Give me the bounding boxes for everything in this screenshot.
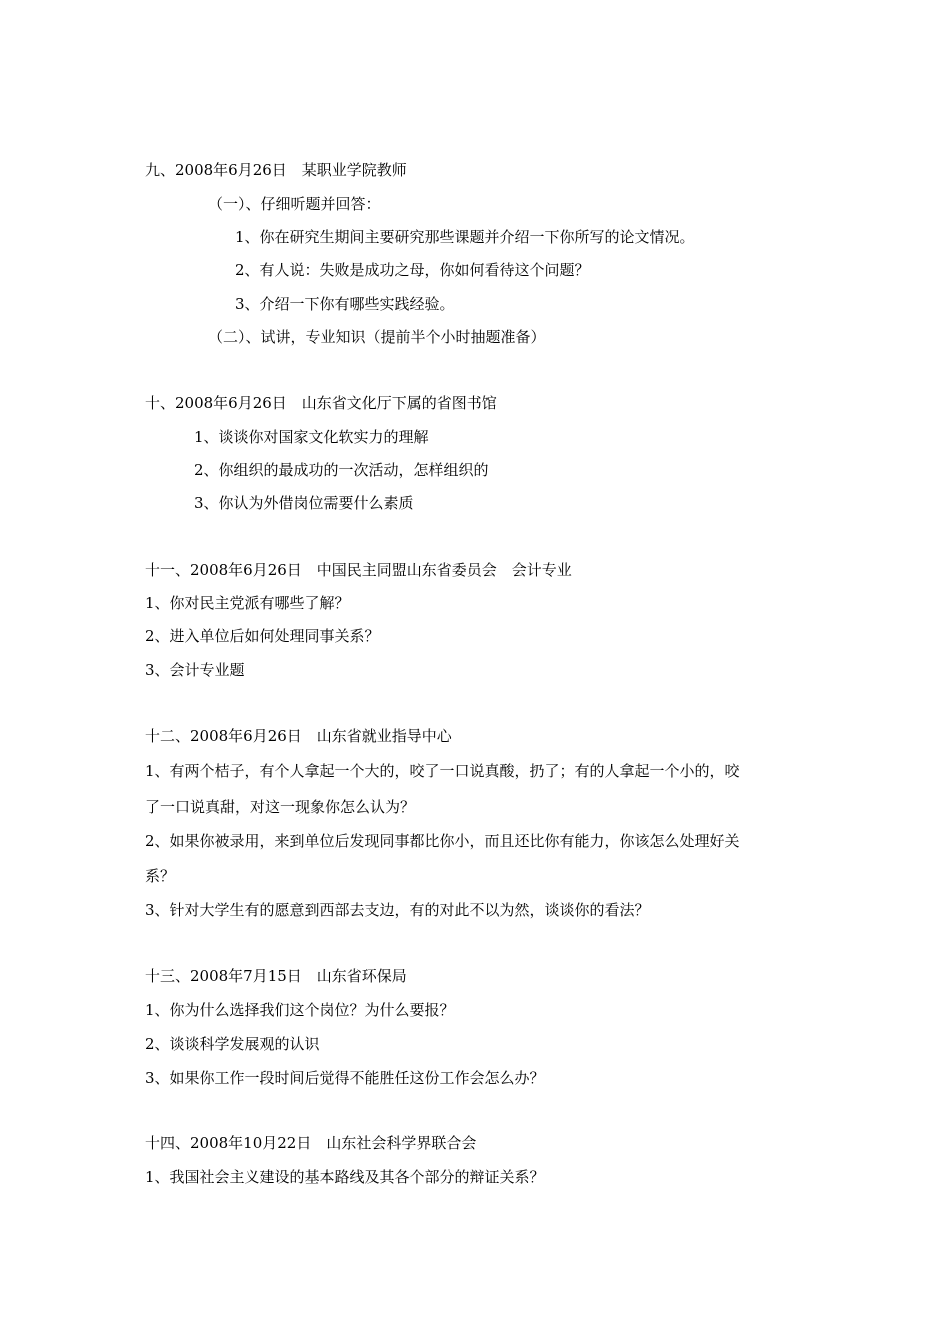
question-item: 1、谈谈你对国家文化软实力的理解 xyxy=(194,428,429,446)
question-item: 3、针对大学生有的愿意到西部去支边，有的对此不以为然，谈谈你的看法？ xyxy=(145,901,650,919)
question-item: 1、我国社会主义建设的基本路线及其各个部分的辩证关系？ xyxy=(145,1168,545,1186)
question-item: 3、介绍一下你有哪些实践经验。 xyxy=(235,295,455,313)
question-item: 1、你为什么选择我们这个岗位？为什么要报？ xyxy=(145,1001,455,1019)
question-item: 3、如果你工作一段时间后觉得不能胜任这份工作会怎么办？ xyxy=(145,1069,545,1087)
question-item: 2、谈谈科学发展观的认识 xyxy=(145,1035,320,1053)
section-heading: 九、2008年6月26日 某职业学院教师 xyxy=(145,161,407,179)
question-item-continued: 系？ xyxy=(145,867,176,885)
section-heading: 十四、2008年10月22日 山东社会科学界联合会 xyxy=(145,1134,477,1152)
question-item: 2、有人说：失败是成功之母，你如何看待这个问题？ xyxy=(235,261,590,279)
section-heading: 十、2008年6月26日 山东省文化厅下属的省图书馆 xyxy=(145,394,497,412)
question-item: 2、进入单位后如何处理同事关系？ xyxy=(145,627,380,645)
section-heading: 十一、2008年6月26日 中国民主同盟山东省委员会 会计专业 xyxy=(145,561,572,579)
subsection-heading: （二）、试讲，专业知识（提前半个小时抽题准备） xyxy=(208,328,546,346)
question-item: 1、你对民主党派有哪些了解？ xyxy=(145,594,350,612)
question-item: 3、你认为外借岗位需要什么素质 xyxy=(194,494,414,512)
subsection-heading: （一）、仔细听题并回答： xyxy=(208,195,381,213)
section-heading: 十二、2008年6月26日 山东省就业指导中心 xyxy=(145,727,452,745)
question-item: 2、你组织的最成功的一次活动，怎样组织的 xyxy=(194,461,489,479)
question-item: 1、你在研究生期间主要研究那些课题并介绍一下你所写的论文情况。 xyxy=(235,228,695,246)
question-item: 1、有两个桔子，有个人拿起一个大的，咬了一口说真酸，扔了；有的人拿起一个小的，咬 xyxy=(145,762,740,780)
section-heading: 十三、2008年7月15日 山东省环保局 xyxy=(145,967,407,985)
question-item: 3、会计专业题 xyxy=(145,661,245,679)
question-item: 2、如果你被录用，来到单位后发现同事都比你小，而且还比你有能力，你该怎么处理好关 xyxy=(145,832,740,850)
question-item-continued: 了一口说真甜，对这一现象你怎么认为？ xyxy=(145,798,416,816)
